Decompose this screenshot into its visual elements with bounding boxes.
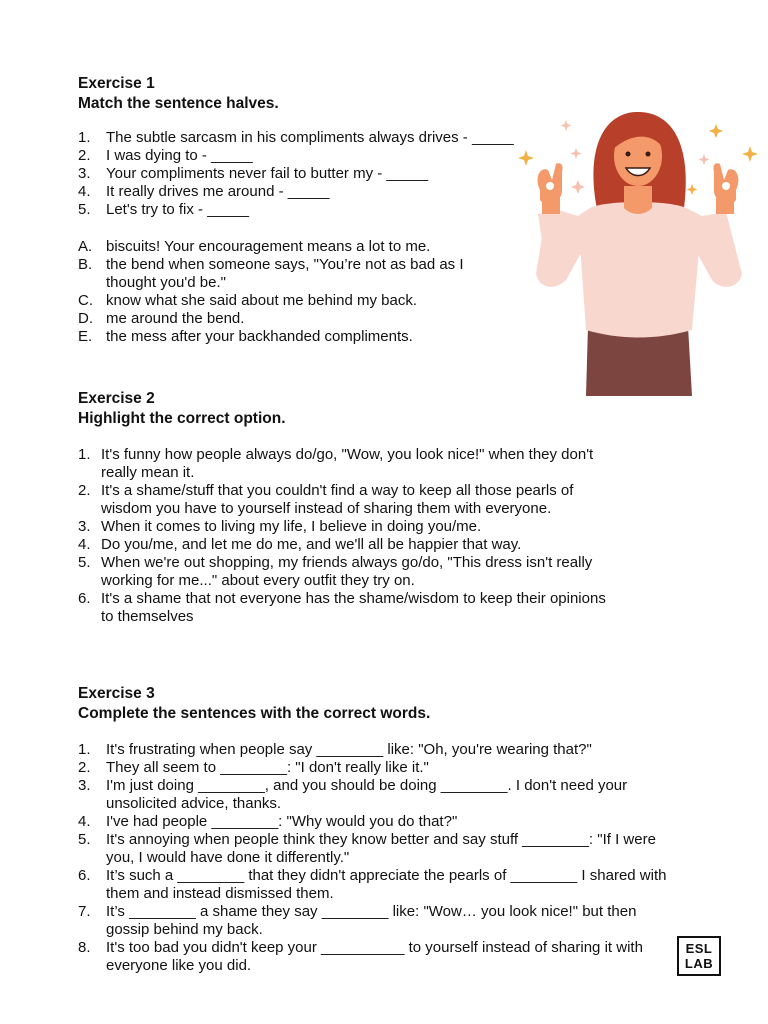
exercise-1	[78, 74, 578, 346]
list-item: 4. Do you/me, and let me do me, and we'll all be happier that way.	[78, 536, 522, 553]
list-item: 7. It’s ________ a shame they say ________ like: "Wow… you look nice!" but then gossip behind my back.	[78, 903, 637, 938]
exercise-2-questions	[78, 446, 608, 626]
exercise-2-title: Exercise 2	[78, 390, 155, 407]
list-item: 8. It's too bad you didn't keep your __________ to yourself instead of sharing it with everyone like you did.	[78, 939, 643, 974]
list-item: 3. Your compliments never fail to butter my - _____	[78, 165, 429, 182]
exercise-1-title: Exercise 1	[78, 75, 155, 92]
woman-illustration	[506, 104, 766, 396]
list-item: 1. It's frustrating when people say ________ like: "Oh, you're wearing that?"	[78, 741, 592, 758]
exercise-1-instruction: Match the sentence halves.	[78, 95, 279, 112]
list-item: 1. The subtle sarcasm in his compliments always drives - _____	[78, 129, 514, 146]
list-item: 2. It's a shame/stuff that you couldn't find a way to keep all those pearls of wisdom you have to yourself instead of sharing them with everyone.	[78, 482, 574, 517]
list-item: 4. I've had people ________: "Why would you do that?"	[78, 813, 458, 830]
exercise-3-questions	[78, 741, 678, 975]
list-item: A. biscuits! Your encouragement means a lot to me.	[78, 238, 431, 255]
exercise-1-questions	[78, 129, 578, 219]
list-item: 4. It really drives me around - _____	[78, 183, 330, 200]
list-item: 6. It's a shame that not everyone has the shame/wisdom to keep their opinions to themselves	[78, 590, 606, 625]
list-item: B. the bend when someone says, "You’re not as bad as I thought you'd be."	[78, 256, 464, 291]
list-item: 5. When we're out shopping, my friends always go/do, "This dress isn't really working for me..." about every outfit they try on.	[78, 554, 593, 589]
list-item: 3. I'm just doing ________, and you should be doing ________. I don't need your unsolicited advice, thanks.	[78, 777, 628, 812]
list-item: 5. Let's try to fix - _____	[78, 201, 249, 218]
list-item: 3. When it comes to living my life, I believe in doing you/me.	[78, 518, 482, 535]
exercise-3-title: Exercise 3	[78, 685, 155, 702]
exercise-3-instruction: Complete the sentences with the correct words.	[78, 705, 431, 722]
list-item: C. know what she said about me behind my back.	[78, 292, 418, 309]
esl-lab-logo: ESL LAB	[677, 936, 721, 976]
exercise-3	[78, 684, 678, 975]
exercise-2-instruction: Highlight the correct option.	[78, 410, 286, 427]
list-item: 2. I was dying to - _____	[78, 147, 253, 164]
list-item: E. the mess after your backhanded compliments.	[78, 328, 413, 345]
list-item: 2. They all seem to ________: "I don't really like it."	[78, 759, 429, 776]
list-item: 6. It’s such a ________ that they didn't appreciate the pearls of ________ I shared with them and instead dismissed them.	[78, 867, 667, 902]
list-item: D. me around the bend.	[78, 310, 245, 327]
exercise-1-answers	[78, 238, 488, 346]
list-item: 1. It's funny how people always do/go, "Wow, you look nice!" when they don't really mean it.	[78, 446, 594, 481]
list-item: 5. It's annoying when people think they know better and say stuff ________: "If I were you, I would have done it differently."	[78, 831, 656, 866]
exercise-2	[78, 389, 638, 626]
